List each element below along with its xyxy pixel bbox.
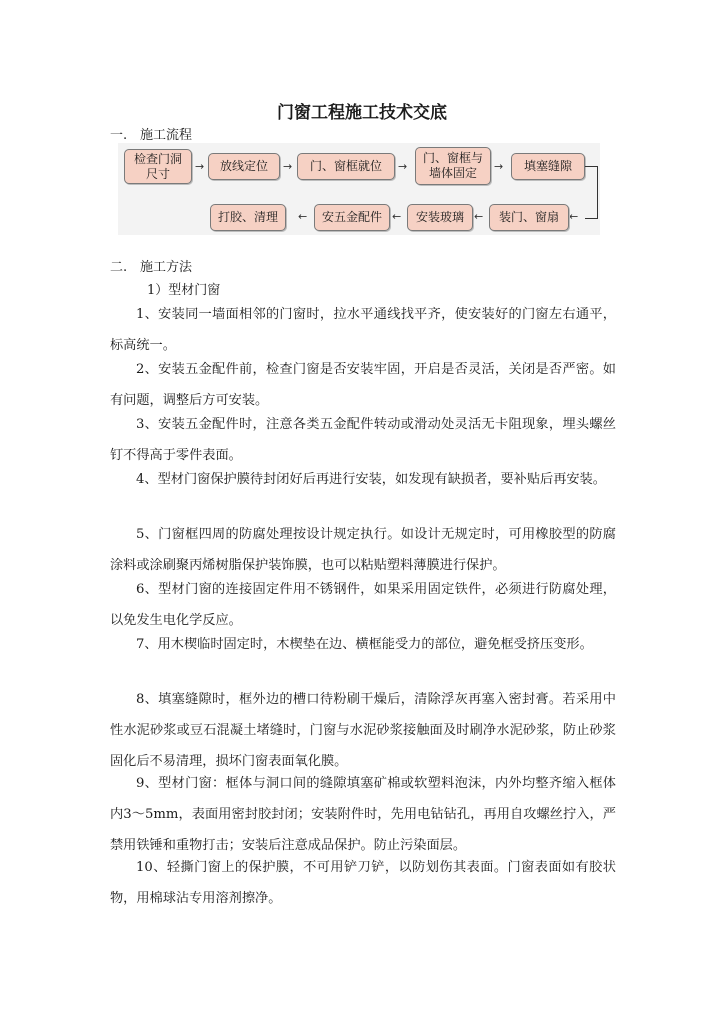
paragraph: 3、安装五金配件时，注意各类五金配件转动或滑动处灵活无卡阻现象，埋头螺丝钉不得高于零件表面。: [110, 417, 616, 463]
arrow-right-icon: →: [283, 160, 293, 173]
paragraph: 7、用木楔临时固定时，木楔垫在边、横框能受力的部位，避免框受挤压变形。: [136, 637, 593, 652]
flow-step-frame-fixing: 门、窗框与墙体固定: [415, 147, 491, 185]
arrow-right-icon: →: [398, 160, 408, 173]
flow-connector: [585, 166, 598, 219]
paragraph: 9、型材门窗：框体与洞口间的缝隙填塞矿棉或软塑料泡沫，内外均整齐缩入框体内3～5mm，表面用密封胶封闭；安装附件时，先用电钻钻孔，再用自攻螺丝拧入，严禁用铁锤和重物打击；安装后注意成品保护。防止污染面层。: [110, 776, 616, 853]
process-flowchart: [118, 143, 600, 235]
section-1-label: 施工流程: [140, 128, 193, 143]
paragraph: 2、安装五金配件前，检查门窗是否安装牢固，开启是否灵活，关闭是否严密。如有问题，调整后方可安装。: [110, 362, 616, 408]
flow-step-check-opening: 检查门洞尺寸: [124, 149, 192, 184]
section-1-heading: [110, 124, 192, 143]
paragraph: 10、轻撕门窗上的保护膜，不可用铲刀铲，以防划伤其表面。门窗表面如有胶状物，用棉球沾专用溶剂擦净。: [110, 860, 616, 906]
arrow-right-icon: →: [494, 160, 504, 173]
paragraph: 5、门窗框四周的防腐处理按设计规定执行。如设计无规定时，可用橡胶型的防腐涂料或涂刷聚丙烯树脂保护装饰膜，也可以粘贴塑料薄膜进行保护。: [110, 527, 616, 573]
paragraph: 1、安装同一墙面相邻的门窗时，拉水平通线找平齐，使安装好的门窗左右通平，标高统一。: [110, 307, 616, 353]
paragraph: 6、型材门窗的连接固定件用不锈钢件，如果采用固定铁件，必须进行防腐处理，以免发生电化学反应。: [110, 582, 616, 628]
arrow-left-icon: ←: [298, 210, 308, 223]
section-1-number: 一.: [110, 128, 128, 143]
flow-step-install-glass: 安装玻璃: [407, 204, 473, 231]
flow-step-fill-gaps: 填塞缝隙: [511, 153, 585, 180]
arrow-left-icon: ←: [569, 210, 579, 223]
arrow-right-icon: →: [195, 160, 205, 173]
document-title: 门窗工程施工技术交底: [277, 103, 447, 123]
arrow-left-icon: ←: [474, 210, 484, 223]
subsection-heading: 1）型材门窗: [147, 283, 221, 298]
paragraph: 4、型材门窗保护膜待封闭好后再进行安装，如发现有缺损者，要补贴后再安装。: [136, 472, 606, 487]
flow-step-hardware: 安五金配件: [314, 204, 390, 231]
section-2-label: 施工方法: [140, 260, 193, 275]
flow-step-layout: 放线定位: [208, 153, 280, 180]
section-2-number: 二.: [110, 260, 128, 275]
arrow-left-icon: ←: [392, 210, 402, 223]
flow-step-caulk-clean: 打胶、清理: [210, 204, 286, 231]
paragraph: 8、填塞缝隙时，框外边的槽口待粉刷干燥后，清除浮灰再塞入密封膏。若采用中性水泥砂浆或豆石混凝土堵缝时，门窗与水泥砂浆接触面及时刷净水泥砂浆，防止砂浆固化后不易清理，损坏门窗表面氧化膜。: [110, 692, 616, 769]
flow-step-install-sash: 装门、窗扇: [489, 204, 569, 231]
flow-step-frame-placement: 门、窗框就位: [297, 153, 395, 180]
section-2-heading: [110, 256, 192, 275]
